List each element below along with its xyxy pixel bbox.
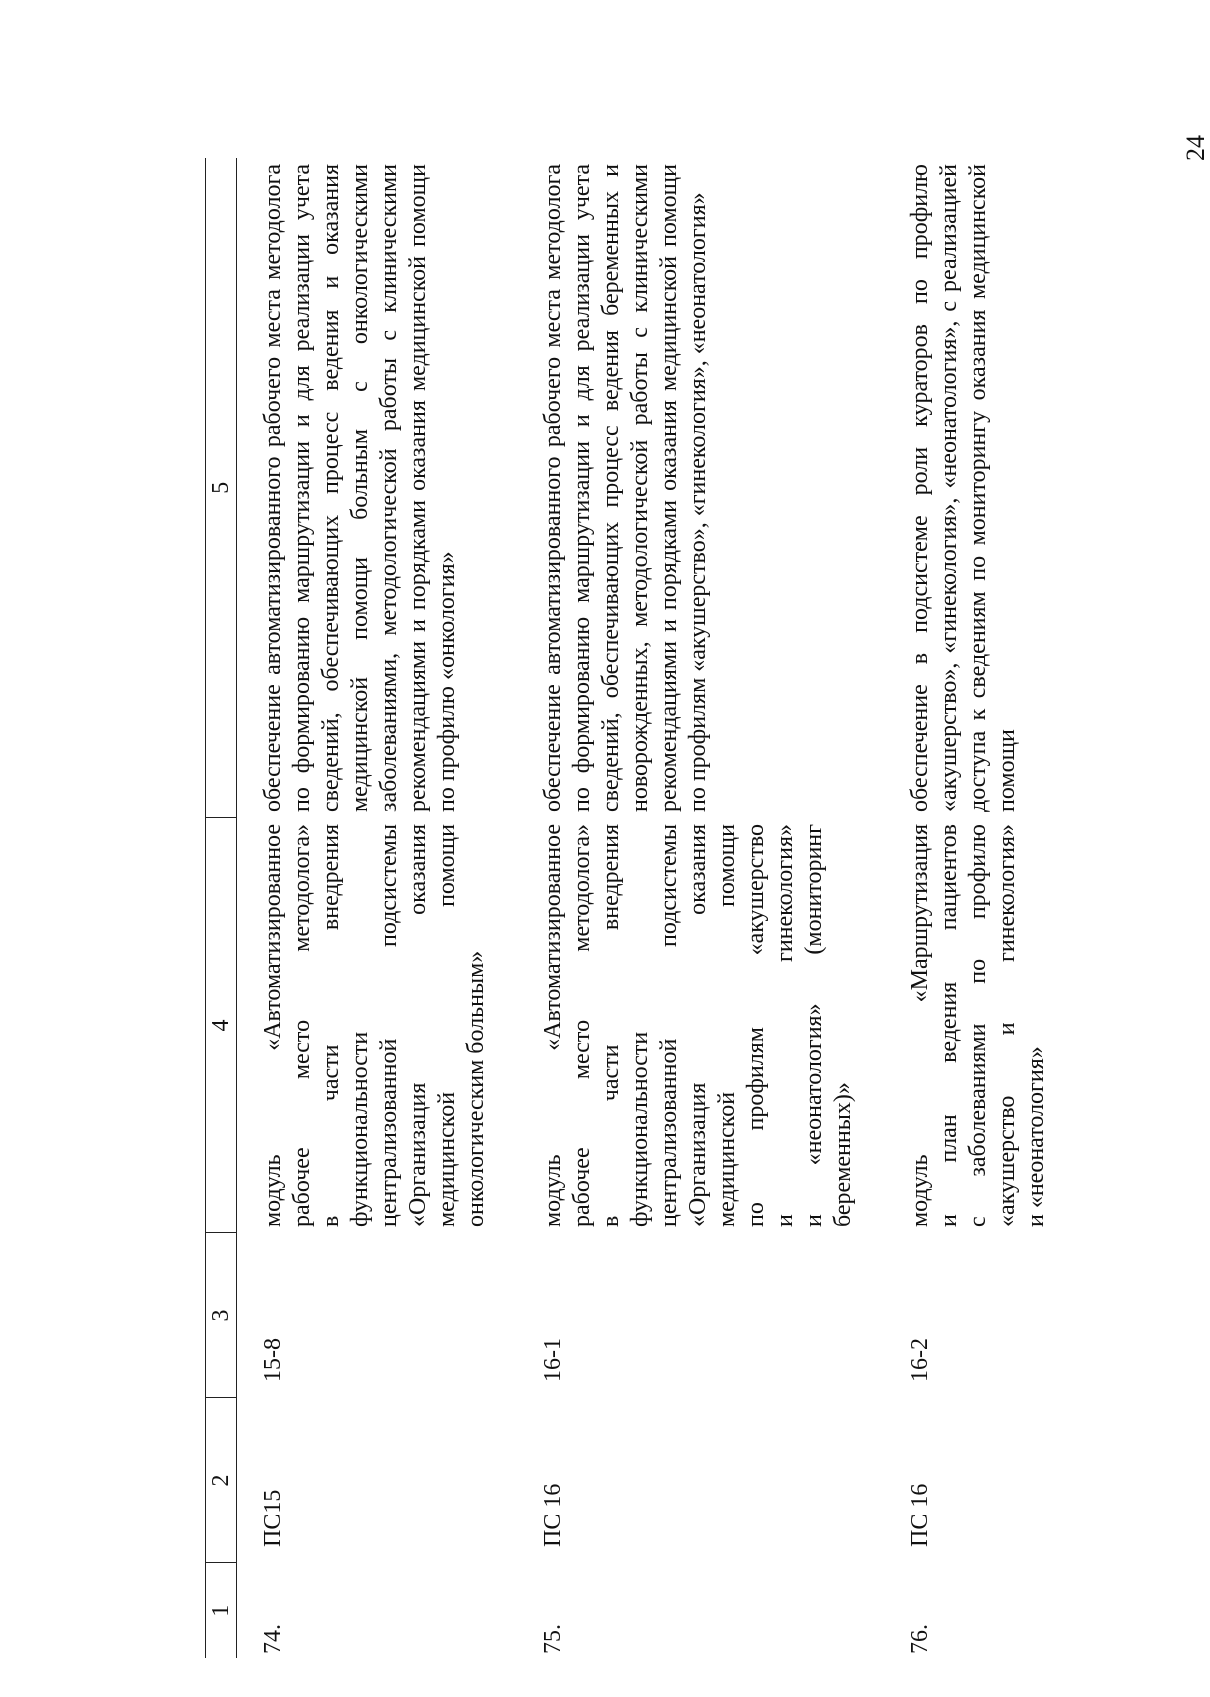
subsystem-code: ПС 16 xyxy=(907,1483,933,1547)
module-name-line: и «неонатология» xyxy=(1023,1046,1049,1227)
row-number: 76. xyxy=(907,1624,933,1654)
table-row xyxy=(884,158,1077,1658)
module-name-line: «Организация оказания xyxy=(405,824,431,1227)
item-code: 15-8 xyxy=(260,1338,286,1382)
column-header-3: 3 xyxy=(206,1233,237,1398)
module-name-line: «Организация оказания xyxy=(685,824,711,1227)
table-body xyxy=(206,158,1078,1658)
module-description: обеспечение в подсистеме роли кураторов по профилю «акушерство», «гинекология», «неонатология», с реализацией доступа к сведениям по мониторингу оказания медицинской помощи xyxy=(907,164,1020,812)
column-header-2: 2 xyxy=(206,1398,237,1563)
module-name-line: в части внедрения xyxy=(598,824,624,1227)
module-name-line: модуль «Автоматизированное xyxy=(260,824,286,1227)
item-code: 16-2 xyxy=(907,1338,933,1382)
page-number: 24 xyxy=(1181,135,1210,161)
subsystem-code: ПС15 xyxy=(260,1489,286,1547)
module-name-line: централизованной подсистемы xyxy=(656,824,682,1227)
module-name-line: и гинекология» xyxy=(772,824,798,1227)
module-name-line: и «неонатология» (мониторинг xyxy=(801,824,827,1227)
module-name-cell xyxy=(517,818,884,1233)
module-description: обеспечение автоматизированного рабочего места методолога по формированию маршрутизации и для реализации учета сведений, обеспечивающих процесс ведения беременных и новорожденных, методологической работы с клиническими рекомендациями и порядками оказания медицинской помощи по профилям «акушерство», «гинекология», «неонатология» xyxy=(540,164,711,812)
module-name-line: модуль «Автоматизированное xyxy=(540,824,566,1227)
module-name-line: функциональности xyxy=(627,1031,653,1227)
subsystem-code: ПС 16 xyxy=(540,1483,566,1547)
module-name-line: и план ведения пациентов xyxy=(936,824,962,1227)
table-row xyxy=(517,158,884,1658)
module-name-line: медицинской помощи xyxy=(714,824,740,1227)
module-name-line: модуль «Маршрутизация xyxy=(907,824,933,1227)
column-header-4: 4 xyxy=(206,818,237,1233)
row-number: 75. xyxy=(540,1624,566,1654)
module-name-cell xyxy=(237,818,518,1233)
rotated-table-container xyxy=(205,158,1049,1658)
column-header-5: 5 xyxy=(206,158,237,818)
module-description: обеспечение автоматизированного рабочего места методолога по формированию маршрутизации и для реализации учета сведений, обеспечивающих процесс ведения и оказания медицинской помощи больным с онкологическими заболеваниями, методологической работы с клиническими рекомендациями и порядками оказания медицинской помощи по профилю «онкология» xyxy=(260,164,460,812)
module-name-line: «акушерство и гинекология» xyxy=(994,824,1020,1227)
row-number: 74. xyxy=(260,1624,286,1654)
module-name-line: онкологическим больным» xyxy=(463,950,489,1227)
module-name-line: с заболеваниями по профилю xyxy=(965,824,991,1227)
data-table xyxy=(205,158,1077,1658)
module-name-line: рабочее место методолога» xyxy=(289,824,315,1227)
module-name-line: централизованной подсистемы xyxy=(376,824,402,1227)
module-name-line: беременных)» xyxy=(830,1082,856,1227)
module-name-line: функциональности xyxy=(347,1031,373,1227)
module-name-line: в части внедрения xyxy=(318,824,344,1227)
header-row xyxy=(206,158,237,1658)
module-name-line: по профилям «акушерство xyxy=(743,824,769,1227)
module-name-line: медицинской помощи xyxy=(434,824,460,1227)
table-row xyxy=(237,158,518,1658)
module-name-line: рабочее место методолога» xyxy=(569,824,595,1227)
item-code: 16-1 xyxy=(540,1338,566,1382)
column-header-1: 1 xyxy=(206,1563,237,1658)
module-name-cell xyxy=(884,818,1077,1233)
